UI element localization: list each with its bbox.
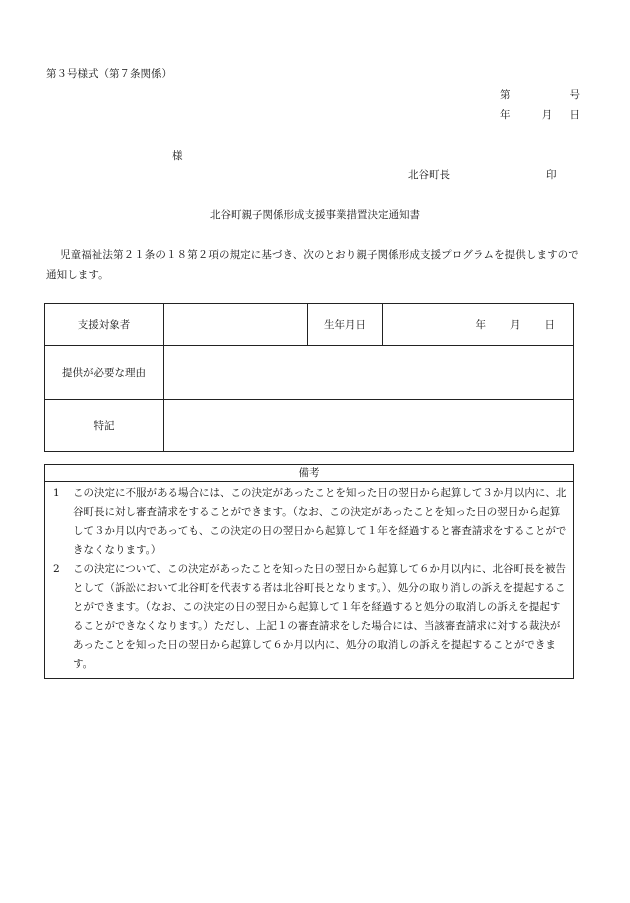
- info-table: [44, 303, 574, 452]
- document-title: 北谷町親子関係形成支援事業措置決定通知書: [210, 209, 420, 221]
- target-value[interactable]: [164, 304, 308, 346]
- target-label: 支援対象者: [45, 304, 164, 346]
- number-suffix: 号: [569, 89, 580, 101]
- remarks-label: 特記: [45, 400, 164, 452]
- date-year: 年: [500, 109, 511, 121]
- table-row: [45, 400, 574, 452]
- issue-date: [500, 107, 580, 122]
- form-number: 第３号様式（第７条関係）: [46, 68, 172, 80]
- table-row: [45, 346, 574, 400]
- birth-day: 日: [544, 319, 555, 331]
- list-item: [53, 484, 567, 560]
- notes-box: [44, 464, 574, 679]
- note-number: 2: [53, 563, 60, 575]
- addressee-honorific: 様: [172, 150, 183, 162]
- birth-month: 月: [510, 319, 521, 331]
- notes-list: [45, 482, 573, 678]
- note-text: この決定に不服がある場合には、この決定があったことを知った日の翌日から起算して３か月以内に、北谷町長に対し審査請求をすることができます。（なお、この決定があったことを知った日の翌日から起算して３か月以内であっても、この決定の日の翌日から起算して１年を経過すると審査請求をすることができなくなります。）: [73, 487, 567, 556]
- note-number: 1: [53, 487, 60, 499]
- reason-value[interactable]: [164, 346, 574, 400]
- list-item: [53, 560, 567, 674]
- issuer-name: 北谷町長: [408, 169, 450, 181]
- document-number: [500, 87, 580, 102]
- date-day: 日: [569, 109, 580, 121]
- remarks-value[interactable]: [164, 400, 574, 452]
- birth-date-value[interactable]: [383, 304, 574, 346]
- date-month: 月: [541, 109, 553, 121]
- seal-mark: 印: [546, 169, 557, 181]
- table-row: [45, 304, 574, 346]
- birth-label: 生年月日: [308, 304, 383, 346]
- notes-heading: 備考: [45, 465, 573, 482]
- number-prefix: 第: [500, 89, 511, 101]
- reason-label: 提供が必要な理由: [45, 346, 164, 400]
- body-text: 児童福祉法第２１条の１８第２項の規定に基づき、次のとおり親子関係形成支援プログラムを提供しますので通知します。: [46, 249, 579, 281]
- note-text: この決定について、この決定があったことを知った日の翌日から起算して６か月以内に、北谷町長を被告として（訴訟において北谷町を代表する者は北谷町長となります。）、処分の取り消しの訴えを提起することができます。（なお、この決定の日の翌日から起算して１年を経過すると処分の取消しの訴えを提起することができなくなります。）ただし、上記１の審査請求をした場合には、当該審査請求に対する裁決があったことを知った日の翌日から起算して６か月以内に、処分の取消しの訴えを提起することができます。: [73, 563, 566, 670]
- birth-year: 年: [475, 319, 486, 331]
